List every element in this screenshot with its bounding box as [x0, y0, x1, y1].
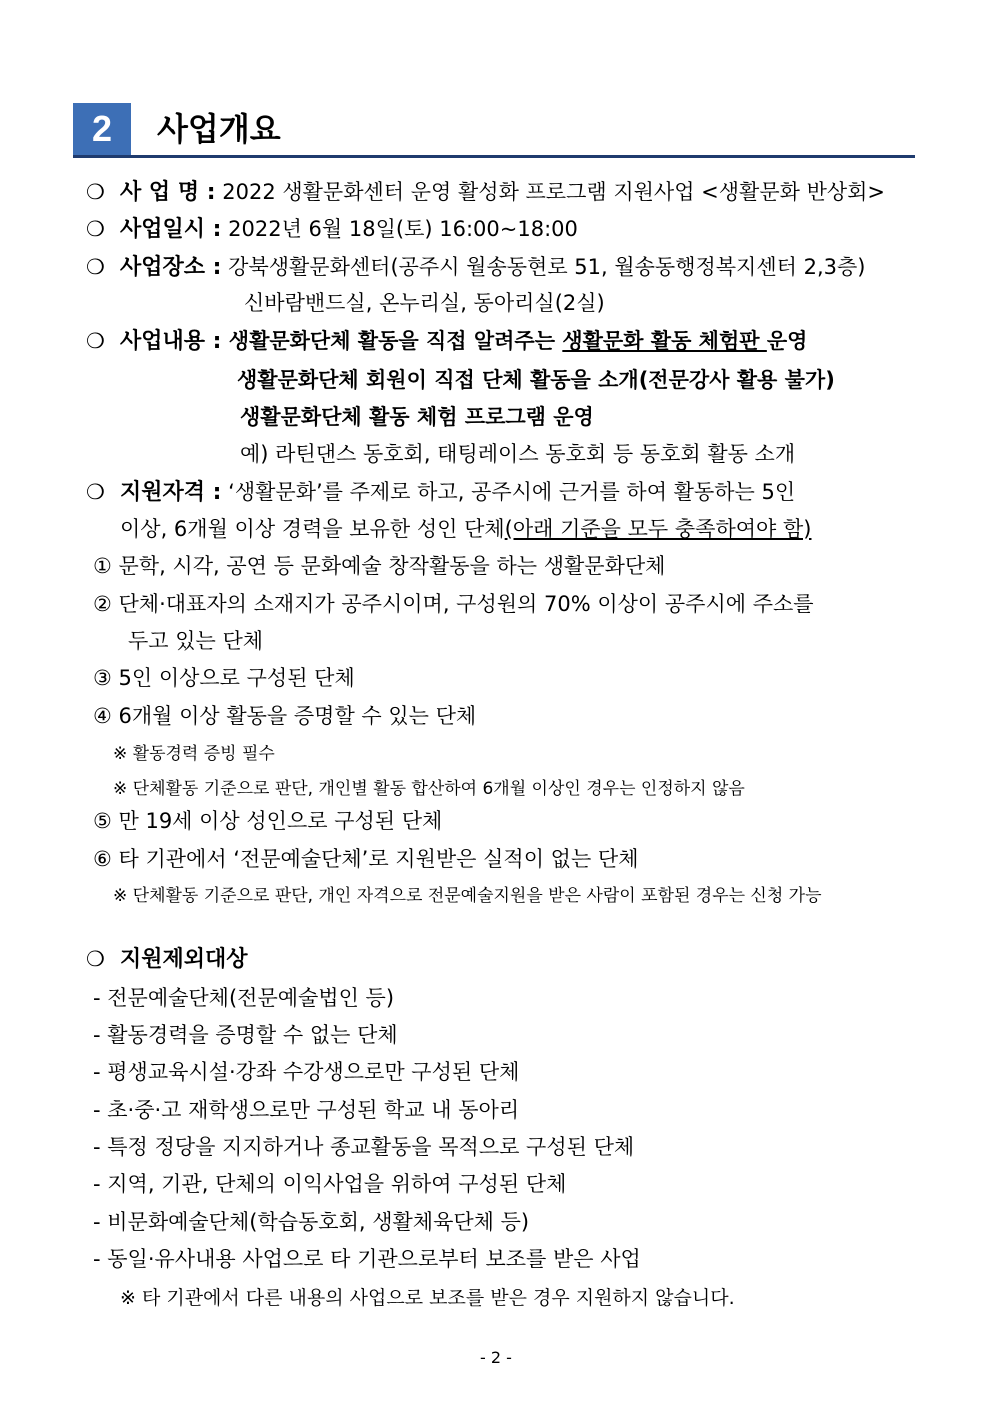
section-header [73, 103, 915, 158]
eligibility-line-2-condition: (아래 기준을 모두 충족하여야 함) [504, 517, 812, 541]
eligibility-row [86, 478, 795, 507]
criterion-5: ⑤ 만 19세 이상 성인으로 구성된 단체 [93, 809, 443, 833]
overview-place-row [86, 253, 865, 282]
content-line-1: 생활문화단체 활동을 직접 알려주는 [228, 329, 563, 353]
eligibility-line-1: ‘생활문화’를 주제로 하고, 공주시에 근거를 하여 활동하는 5인 [228, 480, 796, 504]
criterion-6: ⑥ 타 기관에서 ‘전문예술단체’로 지원받은 실적이 없는 단체 [93, 847, 639, 871]
exclusion-item: - 평생교육시설·강좌 수강생으로만 구성된 단체 [93, 1060, 520, 1084]
exclusion-item: - 특정 정당을 지지하거나 종교활동을 목적으로 구성된 단체 [93, 1135, 635, 1159]
eligibility-label: 지원자격 : [120, 480, 222, 505]
exclusion-item: - 비문화예술단체(학습동호회, 생활체육단체 등) [93, 1210, 530, 1234]
eligibility-line-2-text: 이상, 6개월 이상 경력을 보유한 성인 단체 [120, 517, 505, 541]
exclusion-item: - 전문예술단체(전문예술법인 등) [93, 986, 395, 1010]
overview-name-row [86, 178, 885, 207]
section-number: 2 [73, 103, 131, 155]
section-divider [73, 155, 915, 158]
page-number: - 2 - [480, 1348, 512, 1367]
criterion-4-note-2: ※ 단체활동 기준으로 판단, 개인별 활동 합산하여 6개월 이상인 경우는 인정하지 않음 [113, 779, 745, 799]
exclusion-item: - 초·중·고 재학생으로만 구성된 학교 내 동아리 [93, 1098, 520, 1122]
overview-content-row [86, 327, 807, 356]
content-label: 사업내용 : [120, 329, 222, 354]
bullet-icon: ❍ [86, 480, 105, 504]
eligibility-line-2 [120, 515, 811, 543]
bullet-icon: ❍ [86, 255, 105, 279]
name-label: 사 업 명 : [120, 180, 216, 205]
criterion-4-note-1: ※ 활동경력 증빙 필수 [113, 744, 275, 764]
content-line-1-emphasis: 생활문화 활동 체험판 [562, 329, 767, 353]
content-line-1-end: 운영 [766, 329, 808, 353]
place-value: 강북생활문화센터(공주시 월송동현로 51, 월송동행정복지센터 2,3층) [228, 255, 866, 279]
criterion-6-note: ※ 단체활동 기준으로 판단, 개인 자격으로 전문예술지원을 받은 사람이 포함된 경우는 신청 가능 [113, 886, 822, 906]
exclusion-item: - 활동경력을 증명할 수 없는 단체 [93, 1023, 398, 1047]
place-label: 사업장소 : [120, 255, 222, 280]
date-label: 사업일시 : [120, 217, 222, 242]
criterion-1: ① 문학, 시각, 공연 등 문화예술 창작활동을 하는 생활문화단체 [93, 554, 666, 578]
bullet-icon: ❍ [86, 180, 105, 204]
date-value: 2022년 6월 18일(토) 16:00~18:00 [228, 217, 578, 241]
content-line-2: 생활문화단체 회원이 직접 단체 활동을 소개(전문강사 활용 불가) [237, 368, 835, 392]
bullet-icon: ❍ [86, 329, 105, 353]
criterion-3: ③ 5인 이상으로 구성된 단체 [93, 666, 355, 690]
criterion-2-continued: 두고 있는 단체 [128, 629, 264, 653]
content-line-3: 생활문화단체 활동 체험 프로그램 운영 [240, 405, 594, 429]
exclusion-item: - 동일·유사내용 사업으로 타 기관으로부터 보조를 받은 사업 [93, 1247, 641, 1271]
section-title: 사업개요 [157, 110, 281, 148]
bullet-icon: ❍ [86, 947, 105, 971]
name-value: 2022 생활문화센터 운영 활성화 프로그램 지원사업 <생활문화 반상회> [222, 180, 886, 204]
exclusion-heading [86, 945, 248, 974]
criterion-2: ② 단체·대표자의 소재지가 공주시이며, 구성원의 70% 이상이 공주시에 주소를 [93, 592, 814, 616]
content-example: 예) 라틴댄스 동호회, 태팅레이스 동호회 등 동호회 활동 소개 [240, 442, 796, 466]
exclusion-item: - 지역, 기관, 단체의 이익사업을 위하여 구성된 단체 [93, 1172, 567, 1196]
bullet-icon: ❍ [86, 217, 105, 241]
overview-date-row [86, 215, 578, 244]
criterion-4: ④ 6개월 이상 활동을 증명할 수 있는 단체 [93, 704, 477, 728]
place-value-continued: 신바람밴드실, 온누리실, 동아리실(2실) [244, 291, 605, 315]
exclusion-label: 지원제외대상 [120, 947, 248, 972]
exclusion-note: ※ 타 기관에서 다른 내용의 사업으로 보조를 받은 경우 지원하지 않습니다. [120, 1287, 735, 1309]
